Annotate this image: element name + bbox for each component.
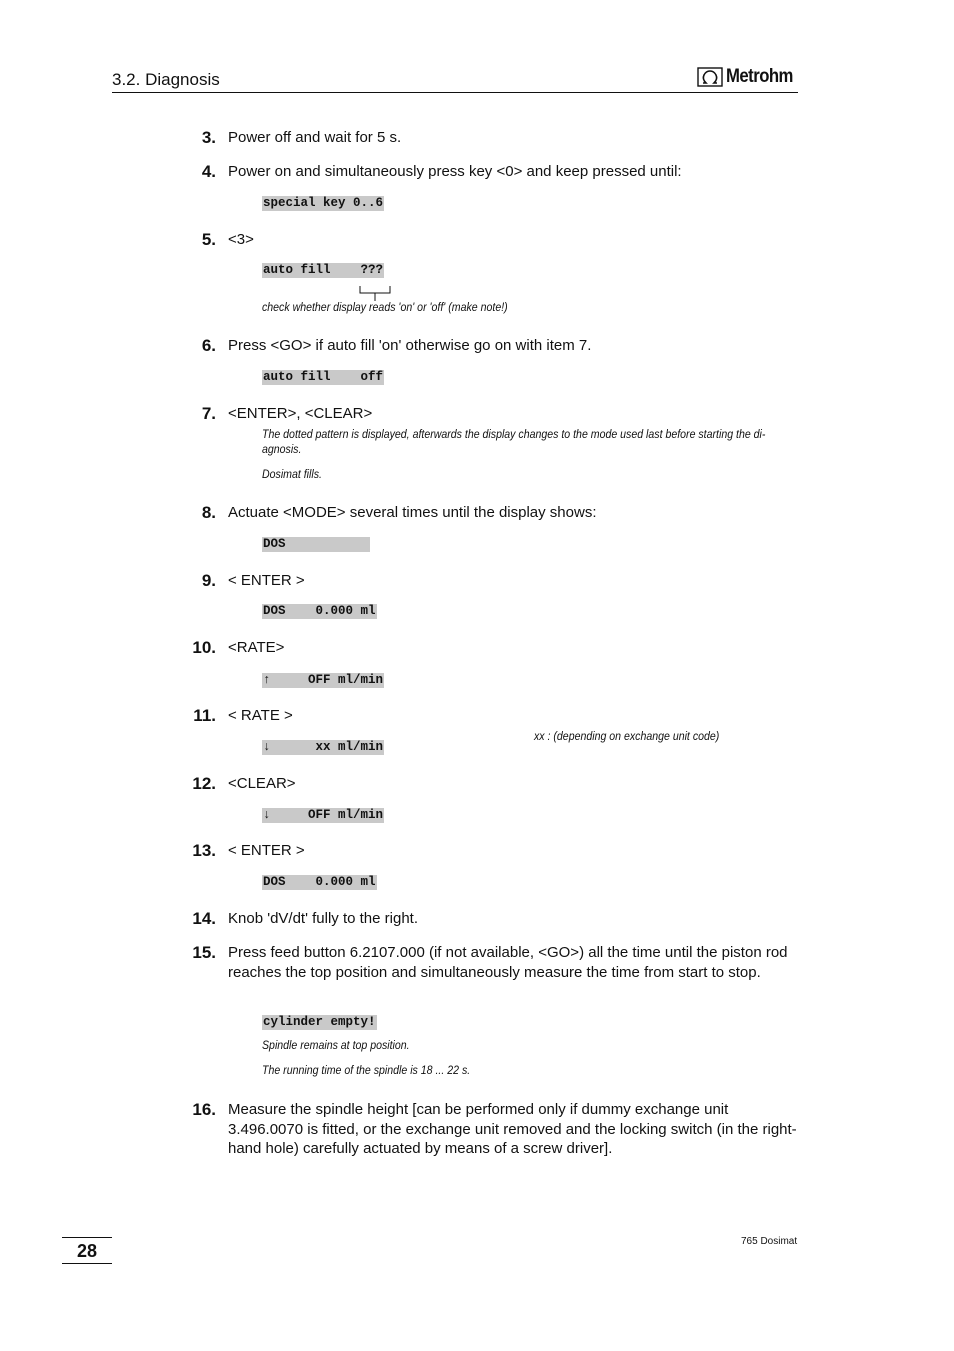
- step-text: Measure the spindle height [can be performed only if dummy exchange unit 3.496.0070 is fitted, or the exchange unit removed and the locking switch (in the right-hand hole) carefully actuated by means of a screw driver].: [228, 1101, 797, 1157]
- step-number: 6.: [201, 336, 216, 355]
- step-number: 9.: [201, 571, 216, 590]
- lcd-display: auto fill off: [263, 370, 384, 384]
- step-text: < ENTER >: [228, 572, 305, 589]
- step-note: check whether display reads 'on' or 'off' (make note!): [262, 302, 508, 314]
- step-text: Knob 'dV/dt' fully to the right.: [228, 910, 419, 927]
- step-text: <3>: [228, 231, 254, 248]
- lcd-display: cylinder empty!: [263, 1015, 376, 1029]
- brand-name: Metrohm: [726, 66, 793, 87]
- brand-logo: [697, 66, 802, 88]
- step-number: 3.: [201, 128, 216, 147]
- lcd-display: DOS 0.000 ml: [263, 604, 376, 618]
- step-number: 16.: [192, 1100, 216, 1119]
- lcd-display: ↑ OFF ml/min: [263, 673, 384, 687]
- step-number: 11.: [193, 706, 216, 725]
- step-text: <RATE>: [228, 639, 285, 656]
- page-number: 28: [76, 1241, 98, 1261]
- lcd-display: DOS 0.000 ml: [263, 875, 376, 889]
- step-number: 14.: [192, 909, 216, 928]
- step-number: 7.: [201, 404, 216, 423]
- step-text: < ENTER >: [228, 842, 305, 859]
- step-number: 5.: [201, 230, 216, 249]
- step-text: < RATE >: [228, 707, 293, 724]
- section-title: 3.2. Diagnosis: [112, 70, 220, 89]
- bracket-icon: [359, 286, 391, 302]
- product-name: 765 Dosimat: [741, 1236, 798, 1247]
- step-text: Power on and simultaneously press key <0> and keep pressed until:: [228, 163, 682, 180]
- step-text: <ENTER>, <CLEAR>: [228, 405, 373, 422]
- step-text: Press <GO> if auto fill 'on' otherwise go on with item 7.: [228, 337, 592, 354]
- step-note: The running time of the spindle is 18 ... 22 s.: [262, 1065, 471, 1077]
- step-number: 4.: [201, 162, 216, 181]
- step-number: 8.: [201, 503, 216, 522]
- lcd-display: ↓ xx ml/min: [263, 740, 384, 754]
- step-note: Dosimat fills.: [262, 469, 322, 481]
- omega-logo-icon: [697, 67, 723, 87]
- header-rule: [112, 92, 798, 93]
- lcd-display: special key 0..6: [263, 196, 384, 210]
- step-number: 13.: [192, 841, 216, 860]
- lcd-display: DOS: [263, 537, 369, 551]
- step-number: 10.: [192, 638, 216, 657]
- footer-rule: [62, 1237, 112, 1238]
- lcd-display: ↓ OFF ml/min: [263, 808, 384, 822]
- step-note: The dotted pattern is displayed, afterwards the display changes to the mode used last before starting the di-agnosis.: [262, 429, 766, 456]
- step-text: Press feed button 6.2107.000 (if not available, <GO>) all the time until the piston rod reaches the top position and simultaneously measure the time from start to stop.: [228, 944, 788, 981]
- step-text: <CLEAR>: [228, 775, 296, 792]
- step-number: 15.: [192, 943, 216, 962]
- side-note: xx : (depending on exchange unit code): [534, 731, 720, 743]
- step-number: 12.: [192, 774, 216, 793]
- step-note: Spindle remains at top position.: [262, 1040, 410, 1052]
- lcd-display: auto fill ???: [263, 263, 384, 277]
- step-text: Power off and wait for 5 s.: [228, 129, 402, 146]
- step-text: Actuate <MODE> several times until the display shows:: [228, 504, 597, 521]
- footer-rule: [62, 1263, 112, 1264]
